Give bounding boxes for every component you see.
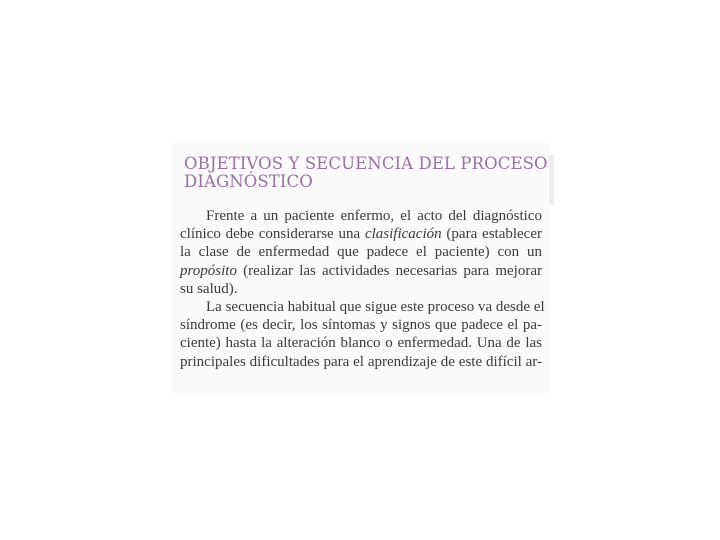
paragraph-1-line-5: su salud).: [180, 280, 238, 297]
paragraph-2: [180, 298, 545, 371]
paragraph-1-line-3: la clase de enfermedad que padece el paciente) con un: [180, 244, 542, 261]
paragraph-2-line-2: síndrome (es decir, los síntomas y signos que padece el pa-: [180, 317, 542, 334]
heading-line-1: OBJETIVOS Y SECUENCIA DEL PROCESO: [184, 154, 548, 173]
body-text: [180, 207, 545, 371]
paragraph-2-line-1: La secuencia habitual que sigue este proceso va desde el: [206, 299, 545, 316]
emphasis-clasificacion: clasificación: [364, 226, 442, 243]
paragraph-1: [180, 207, 542, 298]
scanned-page: [172, 143, 550, 393]
text-run: (realizar las actividades necesarias para mejorar: [236, 262, 542, 279]
paragraph-1-line-2: [180, 225, 542, 243]
section-heading: [184, 154, 548, 191]
text-run: clínico debe considerarse una: [180, 226, 365, 243]
page-edge-shadow: [549, 155, 554, 205]
paragraph-1-line-1: Frente a un paciente enfermo, el acto del diagnóstico: [206, 208, 542, 224]
emphasis-proposito: propósito: [180, 262, 237, 279]
text-run: (para establecer: [441, 226, 542, 243]
paragraph-1-line-4: [180, 262, 542, 280]
paragraph-2-line-3: ciente) hasta la alteración blanco o enfermedad. Una de las: [180, 335, 542, 352]
paragraph-2-line-4: principales dificultades para el aprendizaje de este difícil ar-: [180, 353, 542, 370]
heading-line-2: DIAGNÓSTICO: [184, 172, 313, 191]
